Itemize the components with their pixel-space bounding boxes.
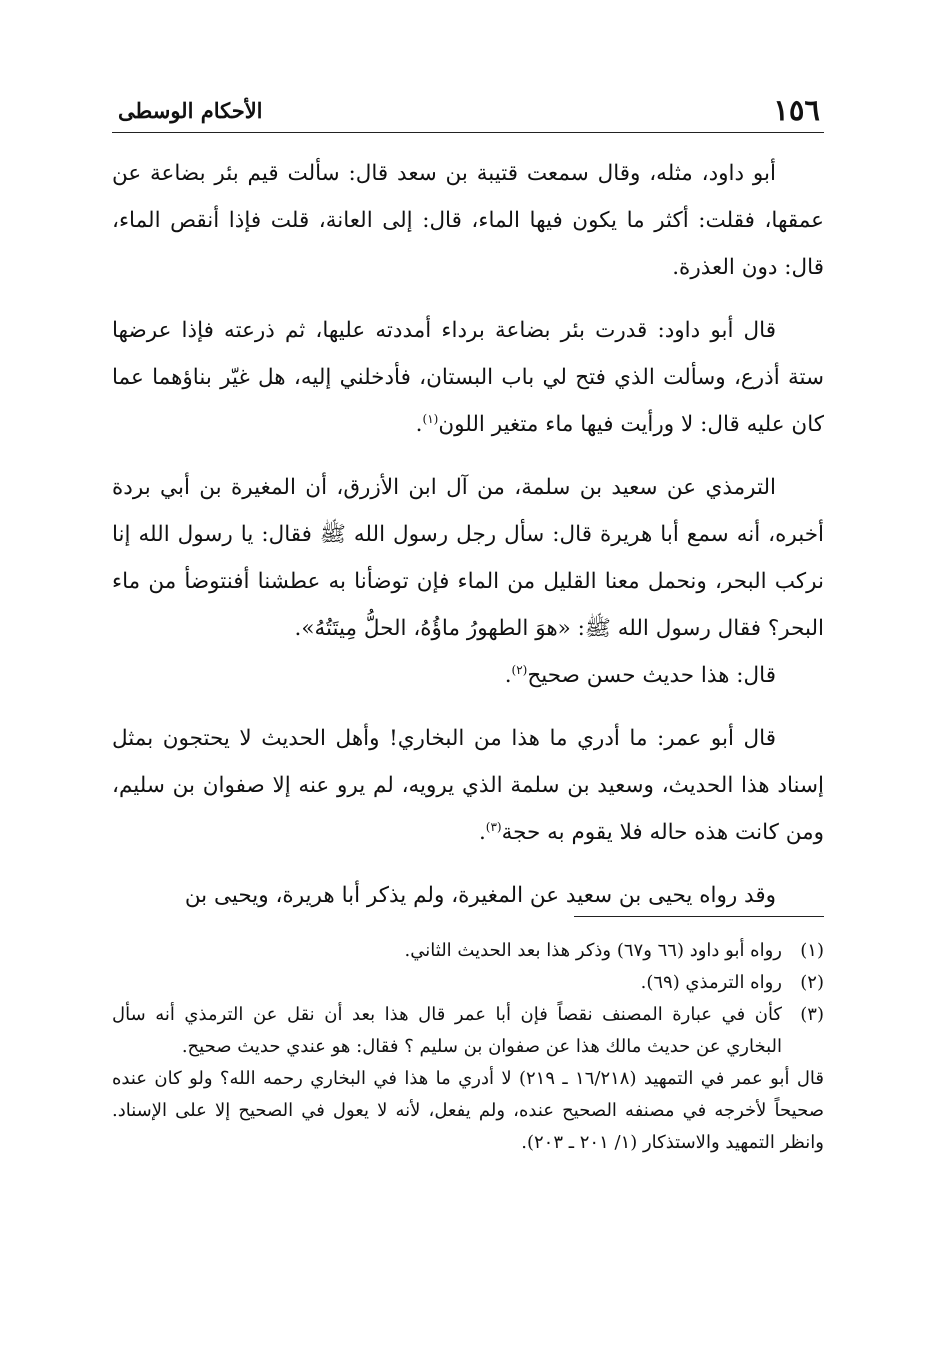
running-header (112, 92, 824, 133)
footnote-ref: (٢) (511, 662, 528, 677)
main-text (112, 150, 824, 919)
footnotes (112, 935, 824, 1159)
footnote-continuation: قال أبو عمر في التمهيد (١٦/٢١٨ ـ ٢١٩) لا أدري ما هذا في البخاري رحمه الله؟ ولو كان عنده صحيحاً لأخرجه في مصنفه الصحيح عنده، ولم يفعل، لأنه لا يعول في الصحيح إلا على الإسناد. وانظر التمهيد والاستذكار (١/ ٢٠١ ـ ٢٠٣). (112, 1068, 825, 1153)
paragraph-text: قال: هذا حديث حسن صحيح (527, 663, 776, 688)
footnote-text: كأن في عبارة المصنف نقصاً فإن أبا عمر قال هذا بعد أن نقل عن الترمذي أنه سأل البخاري عن حديث مالك هذا عن صفوان بن سليم ؟ فقال: هو عندي حديث صحيح. (112, 1004, 782, 1057)
paragraph: قال: هذا حديث حسن صحيح$^{(٢)}$. (504, 662, 776, 688)
paragraph (112, 150, 824, 291)
paragraph (112, 872, 824, 919)
footnote-ref: (١) (422, 411, 439, 426)
footnote-ref: (٣) (485, 819, 502, 834)
paragraph-text: أبو داود، مثله، وقال سمعت قتيبة بن سعد قال: سألت قيم بئر بضاعة عن عمقها، فقلت: أكثر ما يكون فيها الماء، قال: إلى العانة، قلت فإذا أنقص الماء، قال: دون العذرة. (112, 161, 824, 280)
footnote-text: رواه أبو داود (٦٦ و٦٧) وذكر هذا بعد الحديث الثاني. (404, 940, 782, 961)
footnote (112, 967, 824, 999)
footnote-number: (٣) (800, 1004, 824, 1025)
paragraph-text: الترمذي عن سعيد بن سلمة، من آل ابن الأزرق، أن المغيرة بن أبي بردة أخبره، أنه سمع أبا هريرة قال: سأل رجل رسول الله ﷺ فقال: يا رسول الله إنا نركب البحر، ونحمل معنا القليل من الماء فإن توضأنا به عطشنا أفنتوضأ من ماء البحر؟ فقال رسول الله ﷺ: «هوَ الطهورُ ماؤُهُ، الحلُّ مِيتَتُهُ». (112, 475, 824, 641)
paragraph (112, 464, 824, 652)
footnote (112, 935, 824, 967)
footnote-text: رواه الترمذي (٦٩). (640, 972, 782, 993)
footnote-divider (574, 916, 824, 917)
paragraph-text: قال أبو عمر: ما أدري ما هذا من البخاري! وأهل الحديث لا يحتجون بمثل إسناد هذا الحديث، وسعيد بن سلمة الذي يرويه، لم يرو عنه إلا صفوان بن سليم، ومن كانت هذه حاله فلا يقوم به حجة (112, 726, 824, 845)
footnote-number: (١) (800, 940, 824, 961)
footnote-number: (٢) (800, 972, 824, 993)
paragraph: قال أبو داود: قدرت بئر بضاعة برداء أمددته عليها، ثم ذرعته فإذا عرضها ستة أذرع، وسألت الذي فتح لي باب البستان، فأدخلني إليه، هل غيّر بناؤهما عما كان عليه قال: لا ورأيت فيها ماء متغير اللون$^{(١)}$. (112, 318, 824, 437)
page-number: ١٥٦ (773, 93, 820, 127)
paragraph-text: وقد رواه يحيى بن سعيد عن المغيرة، ولم يذكر أبا هريرة، ويحيى بن (184, 883, 776, 908)
book-title: الأحكام الوسطى (118, 98, 263, 123)
paragraph-text: قال أبو داود: قدرت بئر بضاعة برداء أمددته عليها، ثم ذرعته فإذا عرضها ستة أذرع، وسألت الذي فتح لي باب البستان، فأدخلني إليه، هل غيّر بناؤهما عما كان عليه قال: لا ورأيت فيها ماء متغير اللون (112, 318, 824, 437)
paragraph: قال أبو عمر: ما أدري ما هذا من البخاري! وأهل الحديث لا يحتجون بمثل إسناد هذا الحديث، وسعيد بن سلمة الذي يرويه، لم يرو عنه إلا صفوان بن سليم، ومن كانت هذه حاله فلا يقوم به حجة$^{(٣)}$. (112, 726, 824, 845)
footnote (112, 999, 824, 1063)
